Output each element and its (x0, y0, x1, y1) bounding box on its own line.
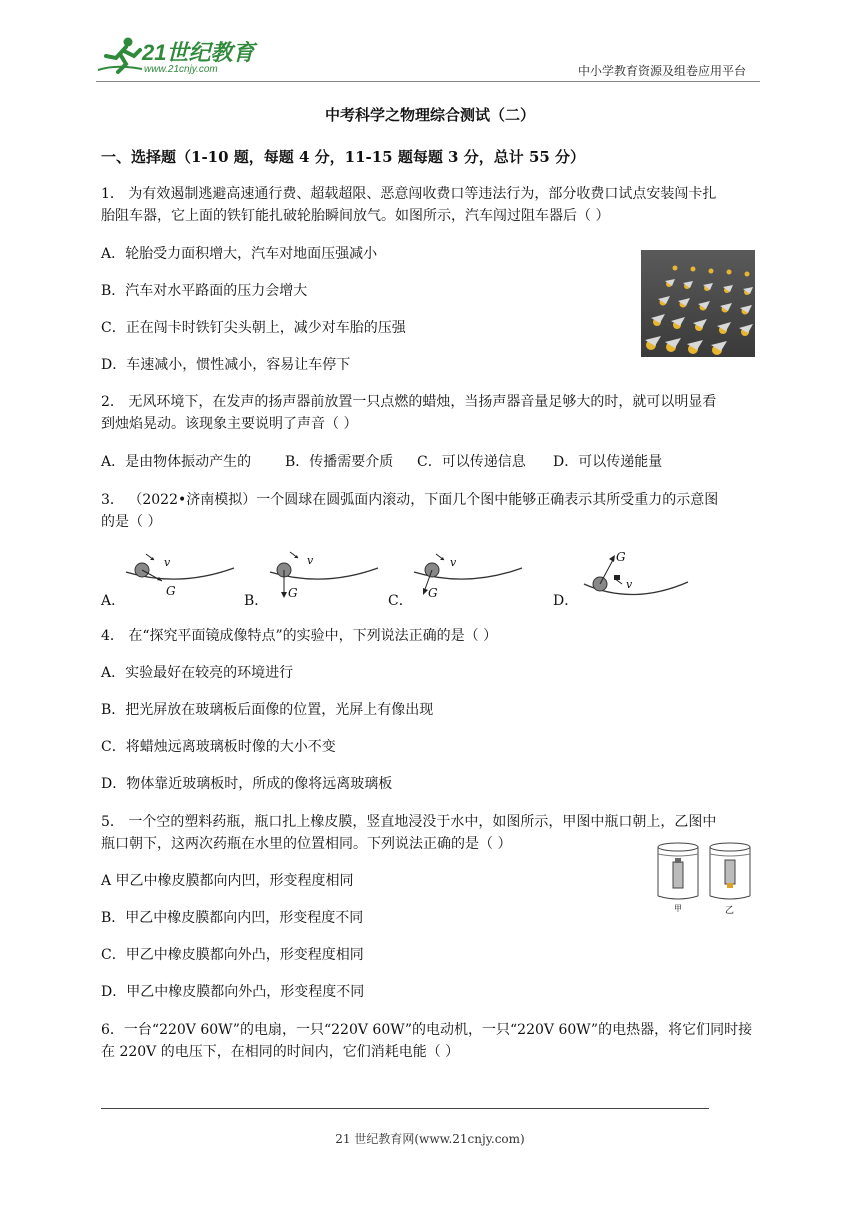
runner-icon (96, 36, 144, 76)
beaker-jia-label: 甲 (674, 904, 682, 913)
q3-c-g-label: G (428, 586, 438, 600)
q2-line2: 到烛焰晃动。该现象主要说明了声音（ ） (101, 416, 358, 432)
q6-line1: 6．一台“220V 60W”的电扇，一只“220V 60W”的电动机，一只“220V 60W”的电热器，将它们同时接 (101, 1022, 753, 1038)
bottle-beakers-figure (654, 840, 756, 910)
spike-strip-photo (641, 250, 755, 357)
q6-line2: 在 220V 的电压下，在相同的时间内，它们消耗电能（ ） (101, 1044, 460, 1060)
q4-option-a: A．实验最好在较亮的环境进行 (101, 665, 294, 681)
q2-option-d: D．可以传递能量 (553, 454, 663, 470)
beaker-yi-label: 乙 (725, 906, 735, 916)
q1-option-b: B．汽车对水平路面的压力会增大 (101, 283, 308, 299)
q3-option-c: C． (388, 593, 413, 609)
logo-url: www.21cnjy.com (144, 64, 218, 75)
q2-line1: 2． 无风环境下，在发声的扬声器前放置一只点燃的蜡烛，当扬声器音量足够大的时，就可以明显看 (101, 394, 717, 410)
q5-option-c: C．甲乙中橡皮膜都向外凸，形变程度相同 (101, 947, 364, 963)
page-title: 中考科学之物理综合测试（二） (324, 106, 535, 124)
q3-option-b: B． (244, 593, 269, 609)
q3-c-v-label: v (450, 556, 457, 569)
q3-d-g-label: G (616, 550, 626, 564)
q4-option-c: C．将蜡烛远离玻璃板时像的大小不变 (101, 739, 336, 755)
q2-option-a: A．是由物体振动产生的 (101, 454, 252, 470)
q1-line1: 1． 为有效遏制逃避高速通行费、超载超限、恶意闯收费口等违法行为，部分收费口试点安装闯卡扎 (101, 186, 717, 202)
q3-figure-a (124, 548, 236, 604)
footer-divider (101, 1108, 709, 1109)
q3-option-d: D． (553, 593, 579, 609)
q5-option-b: B．甲乙中橡皮膜都向内凹，形变程度不同 (101, 910, 364, 926)
q3-figure-d (578, 546, 690, 606)
q3-b-v-label: v (307, 554, 314, 567)
q3-a-g-label: G (166, 584, 176, 598)
q3-figure-b (268, 548, 380, 604)
q2-option-b: B．传播需要介质 (285, 454, 394, 470)
q1-option-a: A．轮胎受力面积增大，汽车对地面压强减小 (101, 246, 378, 262)
q1-line2: 胎阻车器，它上面的铁钉能扎破轮胎瞬间放气。如图所示，汽车闯过阻车器后（ ） (101, 208, 610, 224)
q2-option-c: C．可以传递信息 (417, 454, 526, 470)
section-heading: 一、选择题（1-10 题，每题 4 分，11-15 题每题 3 分，总计 55 分） (101, 148, 586, 166)
q5-option-a: A 甲乙中橡皮膜都向内凹，形变程度相同 (101, 873, 354, 889)
header-divider (96, 81, 760, 82)
q3-b-g-label: G (288, 586, 298, 600)
q4-option-d: D．物体靠近玻璃板时，所成的像将远离玻璃板 (101, 776, 393, 792)
q3-option-a: A． (101, 593, 126, 609)
q1-option-d: D．车速减小，惯性减小，容易让车停下 (101, 357, 351, 373)
q3-line2: 的是（ ） (101, 514, 162, 530)
platform-name: 中小学教育资源及组卷应用平台 (578, 64, 747, 78)
q5-line1: 5． 一个空的塑料药瓶，瓶口扎上橡皮膜，竖直地浸没于水中，如图所示，甲图中瓶口朝上，乙图中 (101, 814, 717, 830)
q1-option-c: C．正在闯卡时铁钉尖头朝上，减少对车胎的压强 (101, 320, 406, 336)
footer-text: 21 世纪教育网(www.21cnjy.com) (335, 1132, 525, 1146)
q4-option-b: B．把光屏放在玻璃板后面像的位置，光屏上有像出现 (101, 702, 434, 718)
q5-line2: 瓶口朝下，这两次药瓶在水里的位置相同。下列说法正确的是（ ） (101, 836, 512, 852)
logo (96, 34, 266, 78)
q5-option-d: D．甲乙中橡皮膜都向外凸，形变程度不同 (101, 984, 365, 1000)
q4-line1: 4． 在“探究平面镜成像特点”的实验中，下列说法正确的是（ ） (101, 628, 498, 644)
q3-line1: 3． （2022•济南模拟）一个圆球在圆弧面内滚动，下面几个图中能够正确表示其所受重力的示意图 (101, 492, 719, 508)
q3-a-v-label: v (164, 556, 171, 569)
logo-text: 21世纪教育 (142, 40, 255, 65)
q3-d-v-label: v (626, 578, 633, 591)
